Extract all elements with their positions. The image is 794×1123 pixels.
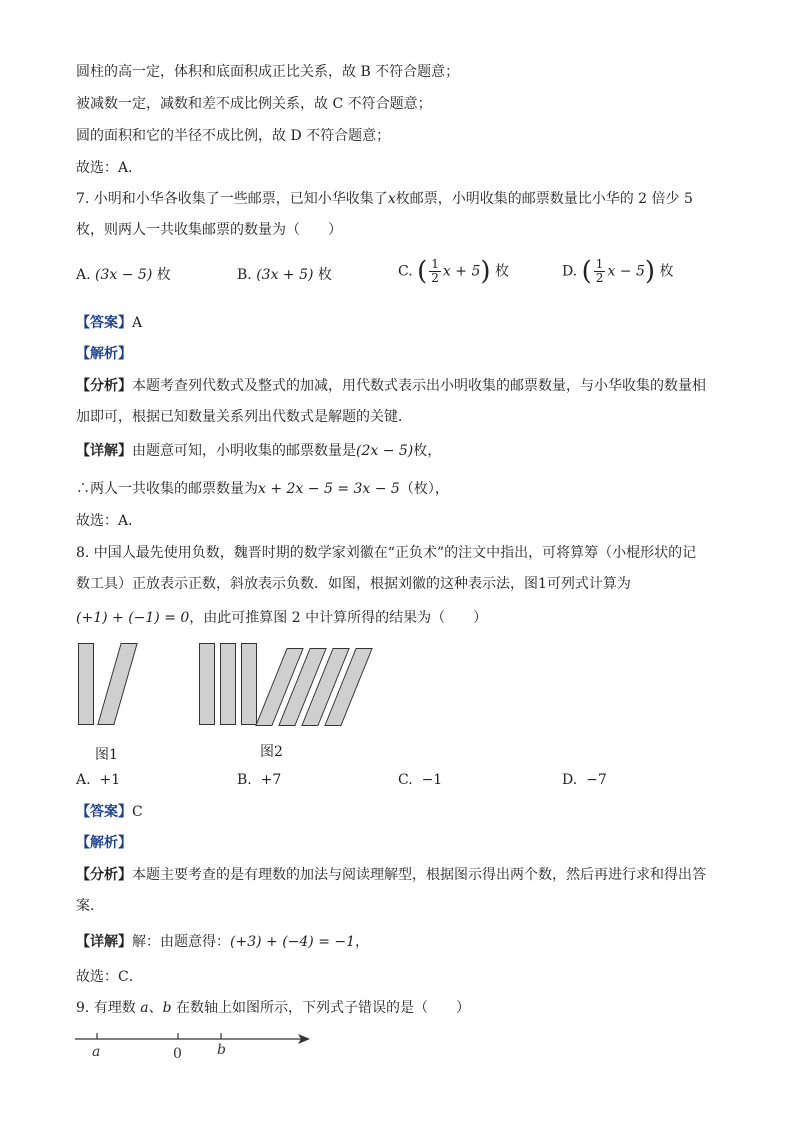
analysis-tag: 【解析】 (76, 346, 132, 362)
q8-conclusion: 故选：C． (76, 969, 143, 985)
q8-answer (76, 802, 143, 822)
q7-fenxi (76, 376, 706, 396)
option-value: −7 (586, 772, 607, 788)
option-label: A. (76, 772, 91, 788)
text-line: 故选：A． (76, 160, 143, 176)
answer-value: C (132, 804, 143, 820)
q7-conclusion: 故选：A． (76, 513, 143, 529)
xiangjie-text: （枚）， (399, 481, 449, 497)
answer-tag: 【答案】 (76, 315, 132, 331)
frac-den: 2 (595, 271, 604, 285)
figure-1-label: 图1 (95, 747, 118, 763)
option-unit: 枚 (156, 267, 171, 283)
q9-var-b: b (162, 1000, 172, 1016)
q7-option-a (76, 265, 171, 285)
q7-fenxi-2: 加即可，根据已知数量关系列出代数式是解题的关键． (76, 409, 412, 425)
answer-value: A (132, 315, 143, 331)
number-line (70, 1026, 320, 1066)
option-expr: (3x − 5) (95, 267, 153, 283)
q7-stem (76, 189, 693, 209)
xiangjie-expr: x + 2x − 5 = 3x − 5 (258, 481, 400, 497)
q8-stem-text: ，由此可推算图 2 中计算所得的结果为（ ） (189, 610, 488, 626)
fenxi-text: 本题主要考查的是有理数的加法与阅读理解型，根据图示得出两个数，然后再进行求和得出答 (132, 867, 706, 883)
q7-xiangjie (76, 441, 441, 461)
xiangjie-expr: (+3) + (−4) = −1 (230, 934, 356, 950)
upright-stick (241, 643, 257, 725)
q8-option-a (76, 770, 120, 790)
axis-label-a: a (92, 1044, 101, 1060)
frac-num: 1 (595, 257, 604, 271)
q8-stem-1: 8. 中国人最先使用负数，魏晋时期的数学家刘徽在“正负术”的注文中指出，可将算筹（小棍形状的记 (76, 545, 697, 561)
q9-sep: 、 (148, 1000, 163, 1016)
figure-2-label: 图2 (260, 744, 283, 760)
q8-analysis-tag (76, 833, 132, 853)
fenxi-tag: 【分析】 (76, 867, 132, 883)
option-expr: x + 5 (442, 263, 481, 280)
q9-stem-text: 在数轴上如图所示，下列式子错误的是（ ） (176, 1000, 471, 1016)
q9-var-a: a (140, 1000, 149, 1016)
option-expr: x − 5 (607, 263, 645, 280)
option-label: C. (398, 263, 413, 280)
option-label: D. (562, 263, 578, 280)
q8-fenxi (76, 865, 706, 885)
fraction (594, 258, 606, 285)
upright-stick (220, 643, 236, 725)
frac-den: 2 (431, 271, 439, 285)
q8-option-b (237, 770, 281, 790)
fenxi-tag: 【分析】 (76, 378, 132, 394)
option-unit: 枚 (659, 263, 674, 280)
q8-stem-2: 数工具）正放表示正数，斜放表示负数．如图，根据刘徽的这种表示法，图1可列式计算为 (76, 576, 631, 592)
xiangjie-expr: (2x − 5) (356, 443, 414, 459)
axis-label-zero: 0 (173, 1046, 182, 1062)
xiangjie-text: 解：由题意得： (132, 934, 230, 950)
q7-stem-part: 7. 小明和小华各收集了一些邮票，已知小华收集了 (76, 191, 388, 207)
q8-option-d (562, 770, 607, 790)
option-label: D. (562, 772, 578, 788)
option-unit: 枚 (317, 267, 332, 283)
q7-analysis-tag (76, 344, 132, 364)
option-label: B. (237, 772, 252, 788)
xiangjie-text: 由题意可知，小明收集的邮票数量是 (132, 443, 356, 459)
fraction (429, 258, 441, 285)
q9-stem (76, 998, 470, 1018)
q8-xiangjie (76, 932, 369, 952)
fenxi-text: 本题考查列代数式及整式的加减，用代数式表示出小明收集的邮票数量，与小华收集的数量相 (132, 378, 706, 394)
q7-option-d: D. ( $\frac{1}{2}$ x − 5) 枚 (562, 256, 674, 287)
option-label: C. (398, 772, 413, 788)
q7-xiangjie-2 (76, 479, 449, 499)
q7-option-c: C. ( $\frac{1}{2}$ x + 5) 枚 (398, 256, 509, 287)
q7-stem-2: 枚，则两人一共收集邮票的数量为（ ） (76, 222, 342, 238)
xiangjie-text: 枚， (413, 443, 442, 459)
xiangjie-text: ∴两人一共收集的邮票数量为 (76, 481, 258, 497)
xiangjie-tag: 【详解】 (76, 443, 132, 459)
q7-stem-part: 枚邮票，小明收集的邮票数量比小华的 2 倍少 5 (395, 191, 693, 207)
xiangjie-tag: 【详解】 (76, 934, 132, 950)
q8-stem-3 (76, 608, 487, 628)
q7-option-b (237, 265, 332, 285)
q9-stem-text: 9. 有理数 (76, 1000, 136, 1016)
q8-expr: (+1) + (−1) = 0 (76, 610, 190, 626)
q8-option-c (398, 770, 442, 790)
option-label: B. (237, 267, 252, 283)
option-value: +1 (99, 772, 121, 788)
option-expr: (3x + 5) (256, 267, 314, 283)
option-value: −1 (421, 772, 443, 788)
xiangjie-text: ， (355, 934, 370, 950)
text-line: 被减数一定，减数和差不成比例关系，故 C 不符合题意； (76, 96, 432, 112)
analysis-tag: 【解析】 (76, 835, 132, 851)
q7-answer (76, 313, 142, 333)
q8-fenxi-2: 案． (76, 898, 104, 914)
option-unit: 枚 (494, 263, 509, 280)
text-line: 圆柱的高一定，体积和底面积成正比关系，故 B 不符合题意； (76, 64, 460, 80)
text-line: 圆的面积和它的半径不成比例，故 D 不符合题意； (76, 128, 391, 144)
slanted-stick (97, 643, 138, 725)
frac-num: 1 (431, 257, 439, 271)
upright-stick (78, 643, 94, 725)
option-label: A. (76, 267, 91, 283)
upright-stick (199, 643, 215, 725)
q7-var: x (387, 191, 396, 207)
option-value: +7 (260, 772, 282, 788)
answer-tag: 【答案】 (76, 804, 132, 820)
axis-label-b: b (217, 1042, 226, 1058)
